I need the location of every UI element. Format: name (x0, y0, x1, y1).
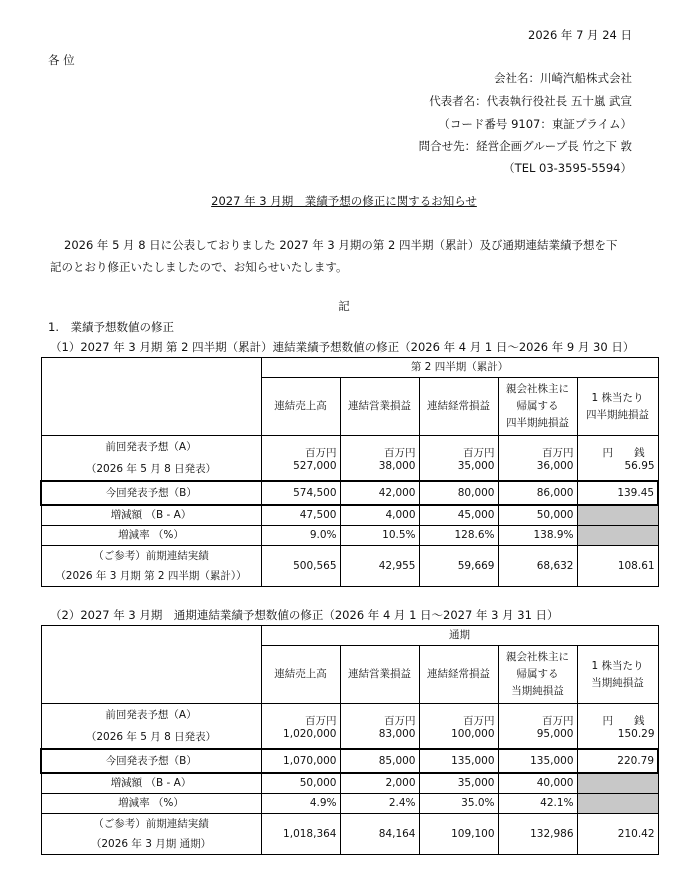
table-row (41, 793, 658, 813)
shaded-cell (577, 793, 658, 813)
unit-label: 百万円 (463, 446, 495, 459)
value: 1,020,000 (283, 727, 337, 740)
col-header: 連結営業損益 (340, 646, 419, 704)
value: 59,669 (419, 545, 498, 586)
row-label (41, 436, 261, 482)
value: 135,000 (419, 749, 498, 773)
value: 10.5% (340, 525, 419, 545)
col-header-eps (577, 378, 658, 436)
row-label-line: （2026 年 5 月 8 日発表） (85, 463, 217, 475)
row-label: 増減率 （%） (41, 525, 261, 545)
value: 220.79 (577, 749, 658, 773)
table-row (41, 749, 658, 773)
unit-label: 百万円 (384, 446, 416, 459)
company-name: 会社名：川崎汽船株式会社 (494, 71, 632, 85)
intro-line-1: 2026 年 5 月 8 日に公表しておりました 2027 年 3 月期の第 2 四半期（累計）及び通期連結業績予想を下 (64, 238, 618, 252)
value: 100,000 (451, 727, 495, 740)
shaded-cell (577, 525, 658, 545)
value: 574,500 (261, 481, 340, 505)
document-date: 2026 年 7 月 24 日 (528, 28, 632, 42)
value-cell (577, 436, 658, 482)
value: 95,000 (536, 727, 574, 740)
col-header-line: 四半期純損益 (586, 408, 650, 421)
row-label: 増減額 （B - A） (41, 505, 261, 525)
value: 40,000 (498, 773, 577, 793)
period-header: 第 2 四半期（累計） (261, 358, 658, 378)
col-header-line: 1 株当たり (591, 391, 644, 404)
value-cell (498, 436, 577, 482)
value: 85,000 (340, 749, 419, 773)
table-q2-forecast (40, 357, 659, 587)
value-cell (340, 704, 419, 750)
row-label-line: （2026 年 3 月期 第 2 四半期（累計）） (55, 569, 247, 582)
section-heading: 1. 業績予想数値の修正 (48, 320, 174, 334)
value: 527,000 (293, 459, 337, 472)
row-label-line: （2026 年 5 月 8 日発表） (85, 731, 217, 743)
col-header-line: 当期純損益 (591, 676, 644, 689)
value: 42,000 (340, 481, 419, 505)
col-header-line: 1 株当たり (591, 659, 644, 672)
row-label (41, 545, 261, 586)
value-cell (261, 436, 340, 482)
row-label-line: （ご参考）前期連結実績 (93, 549, 209, 562)
shaded-cell (577, 505, 658, 525)
value-cell (419, 436, 498, 482)
value: 108.61 (577, 545, 658, 586)
value: 1,018,364 (261, 813, 340, 854)
unit-yen: 円 (602, 446, 613, 459)
value: 83,000 (378, 727, 416, 740)
stock-code: （コード番号 9107：東証プライム） (438, 117, 632, 131)
value: 42,955 (340, 545, 419, 586)
value: 210.42 (577, 813, 658, 854)
table-corner (41, 626, 261, 704)
value: 80,000 (419, 481, 498, 505)
col-header-parent (498, 378, 577, 436)
value: 47,500 (261, 505, 340, 525)
row-label-line: （2026 年 3 月期 通期） (90, 837, 212, 850)
value: 45,000 (419, 505, 498, 525)
value: 36,000 (536, 459, 574, 472)
unit-label: 百万円 (384, 714, 416, 727)
table-row (41, 773, 658, 793)
col-header-line: 四半期純損益 (506, 417, 569, 429)
table-full-year-forecast (40, 625, 659, 855)
value: 35,000 (419, 773, 498, 793)
value: 86,000 (498, 481, 577, 505)
col-header: 連結営業損益 (340, 378, 419, 436)
unit-sen: 銭 (634, 714, 645, 727)
value-cell (340, 436, 419, 482)
value: 4.9% (261, 793, 340, 813)
row-label: 増減率 （%） (41, 793, 261, 813)
col-header-line: 親会社株主に (506, 383, 569, 395)
value: 128.6% (419, 525, 498, 545)
value: 135,000 (498, 749, 577, 773)
eps-unit (581, 445, 655, 460)
unit-label: 百万円 (463, 714, 495, 727)
value: 4,000 (340, 505, 419, 525)
value: 50,000 (498, 505, 577, 525)
table2-heading: （2）2027 年 3 月期 通期連結業績予想数値の修正（2026 年 4 月 1 日～2027 年 3 月 31 日） (50, 608, 559, 622)
value: 1,070,000 (261, 749, 340, 773)
value: 68,632 (498, 545, 577, 586)
col-header: 連結売上高 (261, 378, 340, 436)
addressee: 各 位 (48, 53, 75, 67)
col-header: 連結売上高 (261, 646, 340, 704)
table-row (41, 545, 658, 586)
col-header-line: 親会社株主に (506, 651, 569, 663)
value: 9.0% (261, 525, 340, 545)
value: 56.95 (624, 459, 655, 472)
table-row (41, 525, 658, 545)
table-corner (41, 358, 261, 436)
col-header: 連結経常損益 (419, 378, 498, 436)
row-label: 今回発表予想（B） (41, 481, 261, 505)
value: 132,986 (498, 813, 577, 854)
value-cell (498, 704, 577, 750)
value: 84,164 (340, 813, 419, 854)
row-label: 増減額 （B - A） (41, 773, 261, 793)
value: 109,100 (419, 813, 498, 854)
eps-unit (581, 713, 655, 728)
row-label (41, 704, 261, 750)
representative: 代表者名：代表執行役社長 五十嵐 武宣 (429, 94, 632, 108)
col-header-eps (577, 646, 658, 704)
row-label-line: 前回発表予想（A） (105, 441, 197, 453)
period-header: 通期 (261, 626, 658, 646)
value: 150.29 (617, 727, 655, 740)
contact-tel: （TEL 03-3595-5594） (503, 161, 632, 175)
table-row (41, 436, 658, 482)
col-header-parent (498, 646, 577, 704)
value: 138.9% (498, 525, 577, 545)
table-row (41, 704, 658, 750)
value-cell (261, 704, 340, 750)
col-header-line: 当期純損益 (511, 685, 564, 697)
unit-sen: 銭 (634, 446, 645, 459)
unit-label: 百万円 (542, 714, 574, 727)
unit-label: 百万円 (305, 446, 337, 459)
table-row (41, 505, 658, 525)
value: 2,000 (340, 773, 419, 793)
value: 50,000 (261, 773, 340, 793)
col-header-line: 帰属する (516, 400, 559, 412)
shaded-cell (577, 773, 658, 793)
table-row (41, 813, 658, 854)
value: 35,000 (457, 459, 495, 472)
value: 42.1% (498, 793, 577, 813)
value-cell (419, 704, 498, 750)
unit-label: 百万円 (305, 714, 337, 727)
intro-line-2: 記のとおり修正いたしましたので、お知らせいたします。 (50, 260, 348, 274)
row-label-line: 前回発表予想（A） (105, 709, 197, 721)
document-title: 2027 年 3 月期 業績予想の修正に関するお知らせ (211, 194, 477, 208)
table1-heading: （1）2027 年 3 月期 第 2 四半期（累計）連結業績予想数値の修正（2026 年 4 月 1 日～2026 年 9 月 30 日） (50, 340, 635, 354)
table-row (41, 481, 658, 505)
value: 2.4% (340, 793, 419, 813)
ki-marker: 記 (338, 299, 350, 313)
value-cell (577, 704, 658, 750)
unit-yen: 円 (602, 714, 613, 727)
value: 38,000 (378, 459, 416, 472)
row-label (41, 813, 261, 854)
value: 500,565 (261, 545, 340, 586)
contact-person: 問合せ先：経営企画グループ長 竹之下 敦 (418, 139, 632, 153)
row-label-line: （ご参考）前期連結実績 (93, 817, 209, 830)
col-header-line: 帰属する (516, 668, 559, 680)
value: 35.0% (419, 793, 498, 813)
col-header: 連結経常損益 (419, 646, 498, 704)
value: 139.45 (577, 481, 658, 505)
row-label: 今回発表予想（B） (41, 749, 261, 773)
unit-label: 百万円 (542, 446, 574, 459)
